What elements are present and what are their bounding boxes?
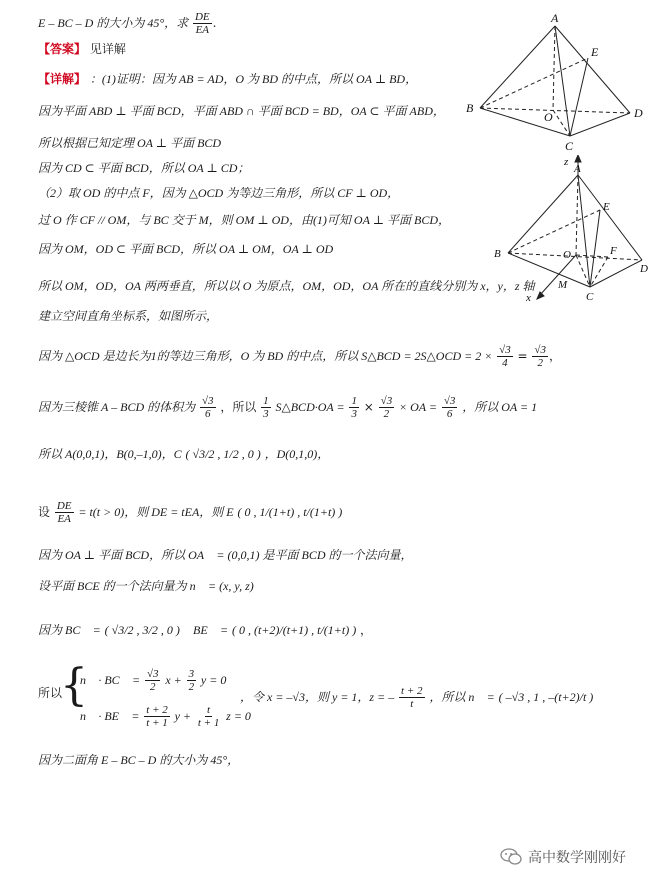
line-6: 因为 CD ⊂ 平面 BCD，所以 OA ⊥ CD； (38, 161, 250, 175)
normal-vector: ( –√3 , 1 , –(t+2)/t ) (498, 690, 594, 704)
line-13: 因为三棱锥 A – BCD 的体积为 $\frac{√3}{6}$ ，所以 $\frac{1}{3}$ S△BCD·OA = $\frac{1}{3}$ × $\frac{√3}{2}$ × OA = $\frac{√3}{6}$ ，所以 OA = 1 (38, 395, 538, 420)
label-f: F (610, 245, 617, 257)
label-o: O (563, 249, 571, 261)
answer-text: 见详解 (89, 42, 126, 56)
line-10: 所以 OM，OD，OA 两两垂直，所以以 O 为原点，OM，OD，OA 所在的直线分别为 x，y，z 轴 (38, 279, 535, 293)
fraction: $\frac{√3}{6}$ (443, 395, 456, 420)
line-16: 因为 OA ⊥ 平面 BCD，所以 OA⃗ = (0,0,1) 是平面 BCD 的一个法向量， (38, 548, 413, 562)
label-b: B (466, 101, 474, 115)
label-d: D (634, 106, 643, 120)
wechat-icon (500, 848, 522, 866)
label-a: A (551, 11, 559, 25)
label-o: O (544, 110, 553, 124)
coord-c: ( √3/2 , 1/2 , 0 ) (185, 447, 261, 461)
label-m: M (558, 279, 568, 291)
watermark (500, 847, 626, 867)
label-e: E (603, 201, 610, 213)
fraction: $\frac{√3}{4}$ (499, 344, 511, 369)
line-14: 所以 A(0,0,1)，B(0,–1,0)，C ( √3/2 , 1/2 , 0 ) ，D(0,1,0)， (38, 447, 330, 461)
detail-tag: 【详解】 (38, 72, 87, 86)
line-17: 设平面 BCE 的一个法向量为 n⃗ = (x, y, z)， (38, 579, 264, 593)
answer-tag: 【答案】 (38, 42, 87, 56)
line-19-rest: ，令 x = –√3，则 y = 1，z = – $\frac{t + 2}{t}$ ，所以 n⃗ = ( –√3 , 1 , –(t+2)/t ) (240, 685, 594, 710)
label-c: C (586, 291, 594, 303)
line-20: 因为二面角 E – BC – D 的大小为 45°， (38, 753, 240, 767)
watermark-text: 高中数学刚刚好 (528, 850, 626, 866)
label-d: D (640, 263, 648, 275)
fraction-de-ea: $\frac{DE}{EA}$ (56, 500, 72, 525)
line-5: 所以根据已知定理 OA ⊥ 平面 BCD (38, 136, 222, 150)
fraction: $\frac{√3}{6}$ (201, 395, 214, 420)
line-18: 因为 BC⃗ = ( √3/2 , 3/2 , 0 ) ，BE⃗ = ( 0 , (t+2)/(t+1) , t/(1+t) ) ， (38, 623, 373, 637)
detail-line (38, 71, 417, 87)
line-9: 因为 OM，OD ⊂ 平面 BCD，所以 OA ⊥ OM，OA ⊥ OD (38, 242, 334, 256)
fraction: $\frac{1}{3}$ (351, 395, 357, 420)
label-a: A (574, 163, 581, 175)
fraction: $\frac{√3}{2}$ (534, 344, 546, 369)
line-19-label: 所以 (38, 686, 63, 700)
text: ：(1)证明：因为 AB = AD，O 为 BD 的中点，所以 OA ⊥ BD， (89, 72, 418, 86)
equation-2: n⃗ · BE⃗ = $\frac{t + 2}{t + 1}$ y + $\frac{t}{t + 1}$ z = 0 (80, 704, 251, 729)
equation-1: n⃗ · BC⃗ = $\frac{√3}{2}$ x + $\frac{3}{2}$ y = 0 (80, 668, 227, 693)
coord-e: ( 0 , 1/(1+t) , t/(1+t) ) (237, 505, 343, 519)
vector-be: ( 0 , (t+2)/(t+1) , t/(1+t) ) (231, 623, 357, 637)
fraction: $\frac{1}{3}$ (263, 395, 269, 420)
left-brace: { (60, 660, 88, 711)
fraction: $\frac{√3}{2}$ (380, 395, 393, 420)
line-4: 因为平面 ABD ⊥ 平面 BCD，平面 ABD ∩ 平面 BCD = BD，OA ⊂ 平面 ABD， (38, 104, 445, 118)
vector-bc: ( √3/2 , 3/2 , 0 ) (104, 623, 180, 637)
pyramid-figure-2 (490, 155, 650, 305)
label-z: z (564, 156, 569, 168)
line-15: 设 $\frac{DE}{EA}$ = t(t > 0)，则 DE = tEA，则 E ( 0 , 1/(1+t) , t/(1+t) ) (38, 500, 343, 525)
label-x: x (526, 292, 531, 304)
answer-line (38, 41, 126, 57)
line-8: 过 O 作 CF // OM，与 BC 交于 M，则 OM ⊥ OD，由(1)可知 OA ⊥ 平面 BCD， (38, 213, 450, 227)
line-7: （2）取 OD 的中点 F，因为 △OCD 为等边三角形，所以 CF ⊥ OD， (38, 186, 400, 200)
line-11: 建立空间直角坐标系，如图所示， (38, 309, 219, 323)
label-e: E (591, 45, 599, 59)
label-b: B (494, 248, 501, 260)
pyramid-figure-1 (460, 8, 650, 158)
fraction-de-ea: $\frac{DE}{EA}$ (194, 11, 210, 36)
line-12: 因为 △OCD 是边长为1的等边三角形，O 为 BD 的中点，所以 S△BCD = 2S△OCD = 2 × $\frac{√3}{4}$ = $\frac{√3}{2}$ ， (38, 344, 561, 369)
line-1: E – BC – D 的大小为 45°，求 $\frac{DE}{EA}$ . (38, 11, 217, 36)
text: E – BC – D 的大小为 45°，求 (38, 16, 189, 30)
label-c: C (565, 139, 574, 153)
